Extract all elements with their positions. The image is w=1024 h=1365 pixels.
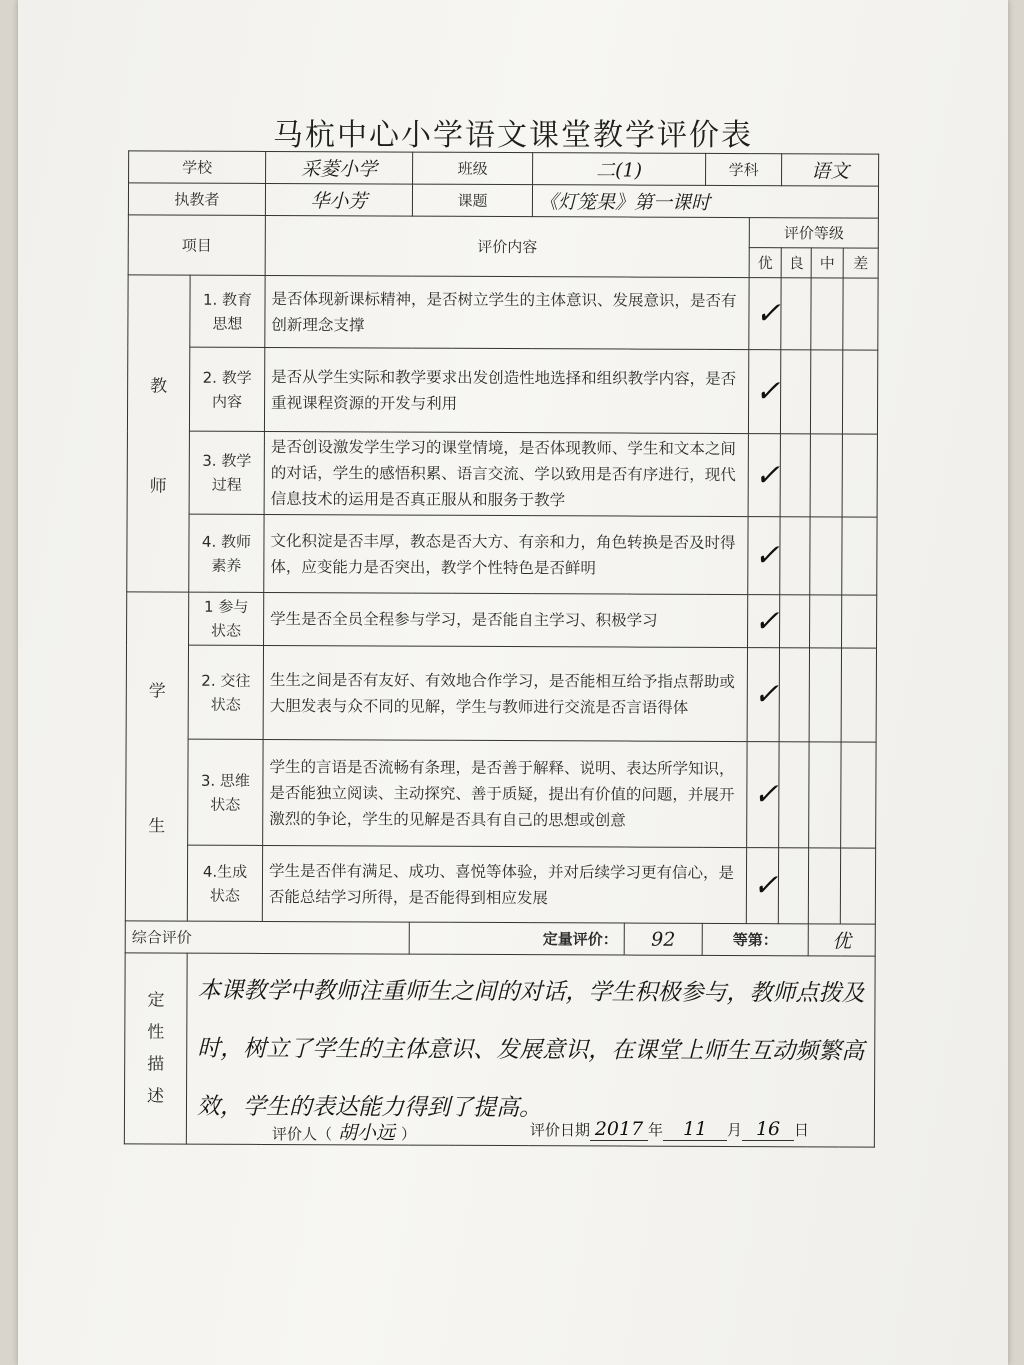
evaluator-close: ） <box>401 1125 417 1143</box>
grade-header: 评价等级 <box>749 218 878 249</box>
date-day: 16 <box>742 1118 794 1141</box>
header-row-1 <box>128 215 878 248</box>
student-group-label: 学 生 <box>125 592 188 921</box>
check-mark-excellent: ✓ <box>747 742 779 848</box>
criteria-row <box>127 592 877 648</box>
criteria-item: 3. 思维 状态 <box>188 739 263 845</box>
criteria-item: 1 参与 状态 <box>189 592 264 645</box>
criteria-row <box>126 739 877 848</box>
summary-label: 综合评价 <box>125 921 409 954</box>
check-mark-excellent: ✓ <box>746 848 778 924</box>
criteria-item: 1. 教育 思想 <box>190 275 265 347</box>
qualitative-text: 本课教学中教师注重师生之间的对话，学生积极参与，教师点拨及时，树立了学生的主体意识、发展意识，在课堂上师生互动频繁高效，学生的表达能力得到了提高。 <box>186 953 875 1147</box>
criteria-row <box>127 431 877 517</box>
criteria-row <box>127 514 877 595</box>
qualitative-label: 定 性 描 述 <box>124 953 187 1144</box>
score-value: 92 <box>624 923 702 955</box>
date-year: 2017 <box>590 1118 648 1141</box>
criteria-content: 生生之间是否有友好、有效地合作学习，是否能相互给予指点帮助或大胆发表与众不同的见解，学生与教师进行交流是否言语得体 <box>263 645 747 741</box>
criteria-content: 学生的言语是否流畅有条理，是否善于解释、说明、表达所学知识，是否能独立阅读、主动探究、善于质疑，提出有价值的问题，并展开激烈的争论，学生的见解是否具有自己的思想或创意 <box>263 739 747 847</box>
criteria-item: 3. 教学 过程 <box>189 431 264 514</box>
criteria-row <box>127 347 877 434</box>
info-row-1 <box>129 151 879 186</box>
level-label: 等第： <box>702 923 808 955</box>
criteria-content: 是否体现新课标精神，是否树立学生的主体意识、发展意识，是否有创新理念支撑 <box>265 275 749 349</box>
evaluator-signature: 胡小远 <box>338 1122 396 1144</box>
level-value: 优 <box>808 924 875 956</box>
criteria-content: 是否从学生实际和教学要求出发创造性地选择和组织教学内容，是否重视课程资源的开发与利用 <box>264 347 748 433</box>
criteria-content: 学生是否全员全程参与学习，是否能自主学习、积极学习 <box>264 592 748 647</box>
item-header: 项目 <box>128 215 265 276</box>
day-unit: 日 <box>794 1121 810 1139</box>
check-mark-excellent: ✓ <box>748 350 780 434</box>
teacher-group-label: 教 师 <box>127 275 190 592</box>
check-mark-excellent: ✓ <box>749 278 781 350</box>
criteria-content: 是否创设激发学生学习的课堂情境，是否体现教师、学生和文本之间的对话，学生的感悟积累、语言交流、学以致用是否有序进行，现代信息技术的运用是否真正服从和服务于教学 <box>264 431 748 516</box>
criteria-content: 学生是否伴有满足、成功、喜悦等体验，并对后续学习更有信心，是否能总结学习所得，是否能得到相应发展 <box>262 845 746 923</box>
criteria-item: 2. 教学 内容 <box>189 347 264 431</box>
content-header: 评价内容 <box>265 215 749 277</box>
teacher-label: 执教者 <box>128 183 265 216</box>
subject-label: 学科 <box>706 153 782 185</box>
check-mark-excellent: ✓ <box>748 517 780 595</box>
topic-label: 课题 <box>412 184 532 217</box>
criteria-item: 4.生成 状态 <box>187 845 262 921</box>
evaluator-line <box>272 1118 416 1145</box>
check-mark-excellent: ✓ <box>747 648 779 742</box>
level-poor: 差 <box>843 248 878 278</box>
school-label: 学校 <box>129 151 266 184</box>
paper-sheet <box>18 0 1008 1365</box>
criteria-row <box>126 645 876 742</box>
subject-value: 语文 <box>782 154 879 186</box>
evaluation-table <box>124 150 879 1147</box>
score-label: 定量评价： <box>409 922 624 955</box>
criteria-item: 4. 教师 素养 <box>189 514 264 592</box>
level-medium: 中 <box>811 248 843 278</box>
teacher-value: 华小芳 <box>265 183 412 216</box>
date-label: 评价日期 <box>530 1121 591 1139</box>
summary-row <box>125 921 875 956</box>
class-value: 二(1) <box>533 153 706 186</box>
criteria-row <box>125 845 875 924</box>
form-title: 马杭中心小学语文课堂教学评价表 <box>273 118 753 153</box>
topic-value: 《灯笼果》第一课时 <box>532 185 878 219</box>
class-label: 班级 <box>413 152 533 185</box>
date-month: 11 <box>663 1118 727 1141</box>
criteria-content: 文化积淀是否丰厚，教态是否大方、有亲和力，角色转换是否及时得体，应变能力是否突出，教学个性特色是否鲜明 <box>264 514 748 594</box>
evaluator-label: 评价人（ <box>272 1125 333 1143</box>
year-unit: 年 <box>648 1121 664 1139</box>
month-unit: 月 <box>727 1121 743 1139</box>
school-value: 采菱小学 <box>266 151 413 184</box>
date-line <box>530 1118 809 1141</box>
criteria-row <box>128 275 878 350</box>
check-mark-excellent: ✓ <box>748 434 780 517</box>
level-excellent: 优 <box>749 248 781 278</box>
check-mark-excellent: ✓ <box>748 595 780 648</box>
criteria-item: 2. 交往 状态 <box>188 645 263 739</box>
level-good: 良 <box>781 248 811 278</box>
info-row-2 <box>128 183 878 218</box>
